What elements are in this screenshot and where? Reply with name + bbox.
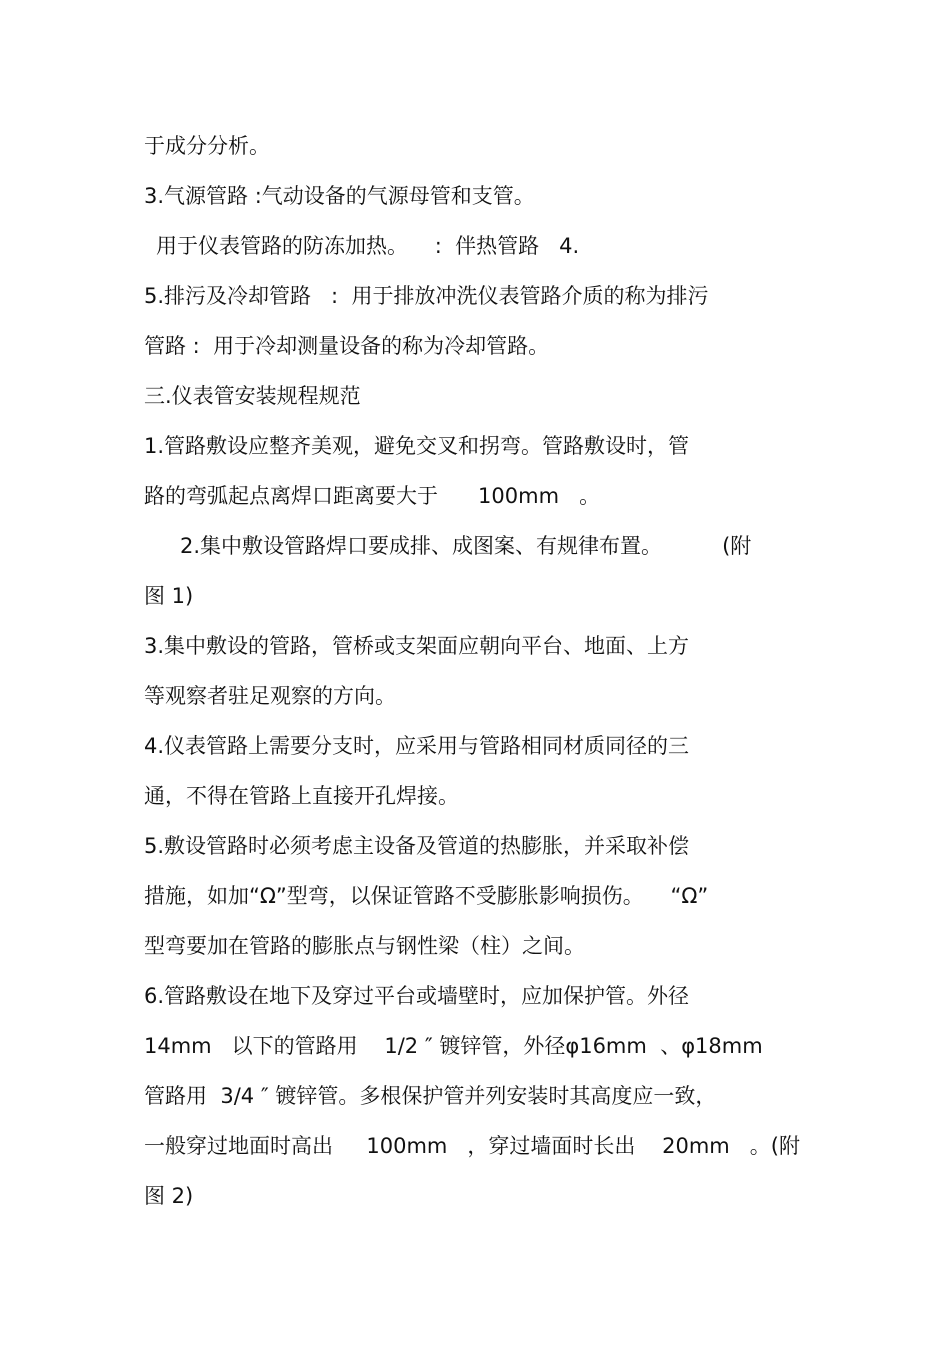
text-line-14: 通，不得在管路上直接开孔焊接。 [144, 784, 459, 808]
text-line-22: 图 2) [144, 1184, 194, 1208]
text-line-2: 3.气源管路 :气动设备的气源母管和支管。 [144, 184, 535, 208]
text-line-4: 5.排污及冷却管路 : 用于排放冲洗仪表管路介质的称为排污 [144, 284, 709, 308]
text-line-19: 14mm 以下的管路用 1/2 ″ 镀锌管，外径φ16mm 、φ18mm [144, 1034, 763, 1058]
text-line-9: 2.集中敷设管路焊口要成排、成图案、有规律布置。 (附 [180, 534, 752, 558]
text-line-15: 5.敷设管路时必须考虑主设备及管道的热膨胀，并采取补偿 [144, 834, 690, 858]
text-line-20: 管路用 3/4 ″ 镀锌管。多根保护管并列安装时其高度应一致， [144, 1084, 717, 1108]
section-heading: 三.仪表管安装规程规范 [144, 384, 361, 408]
text-line-18: 6.管路敷设在地下及穿过平台或墙壁时，应加保护管。外径 [144, 984, 690, 1008]
text-line-7: 1.管路敷设应整齐美观，避免交叉和拐弯。管路敷设时，管 [144, 434, 690, 458]
text-line-5: 管路 : 用于冷却测量设备的称为冷却管路。 [144, 334, 550, 358]
text-line-17: 型弯要加在管路的膨胀点与钢性梁（柱）之间。 [144, 934, 585, 958]
text-line-10: 图 1) [144, 584, 194, 608]
text-line-13: 4.仪表管路上需要分支时，应采用与管路相同材质同径的三 [144, 734, 690, 758]
text-line-21: 一般穿过地面时高出 100mm ，穿过墙面时长出 20mm 。(附 [144, 1134, 800, 1158]
text-line-12: 等观察者驻足观察的方向。 [144, 684, 396, 708]
text-line-16: 措施，如加“Ω”型弯，以保证管路不受膨胀影响损伤。 “Ω” [144, 884, 709, 908]
text-line-3: 用于仪表管路的防冻加热。 : 伴热管路 4. [156, 234, 580, 258]
text-line-1: 于成分分析。 [144, 134, 270, 158]
text-line-11: 3.集中敷设的管路，管桥或支架面应朝向平台、地面、上方 [144, 634, 690, 658]
text-line-8: 路的弯弧起点离焊口距离要大于 100mm 。 [144, 484, 601, 508]
